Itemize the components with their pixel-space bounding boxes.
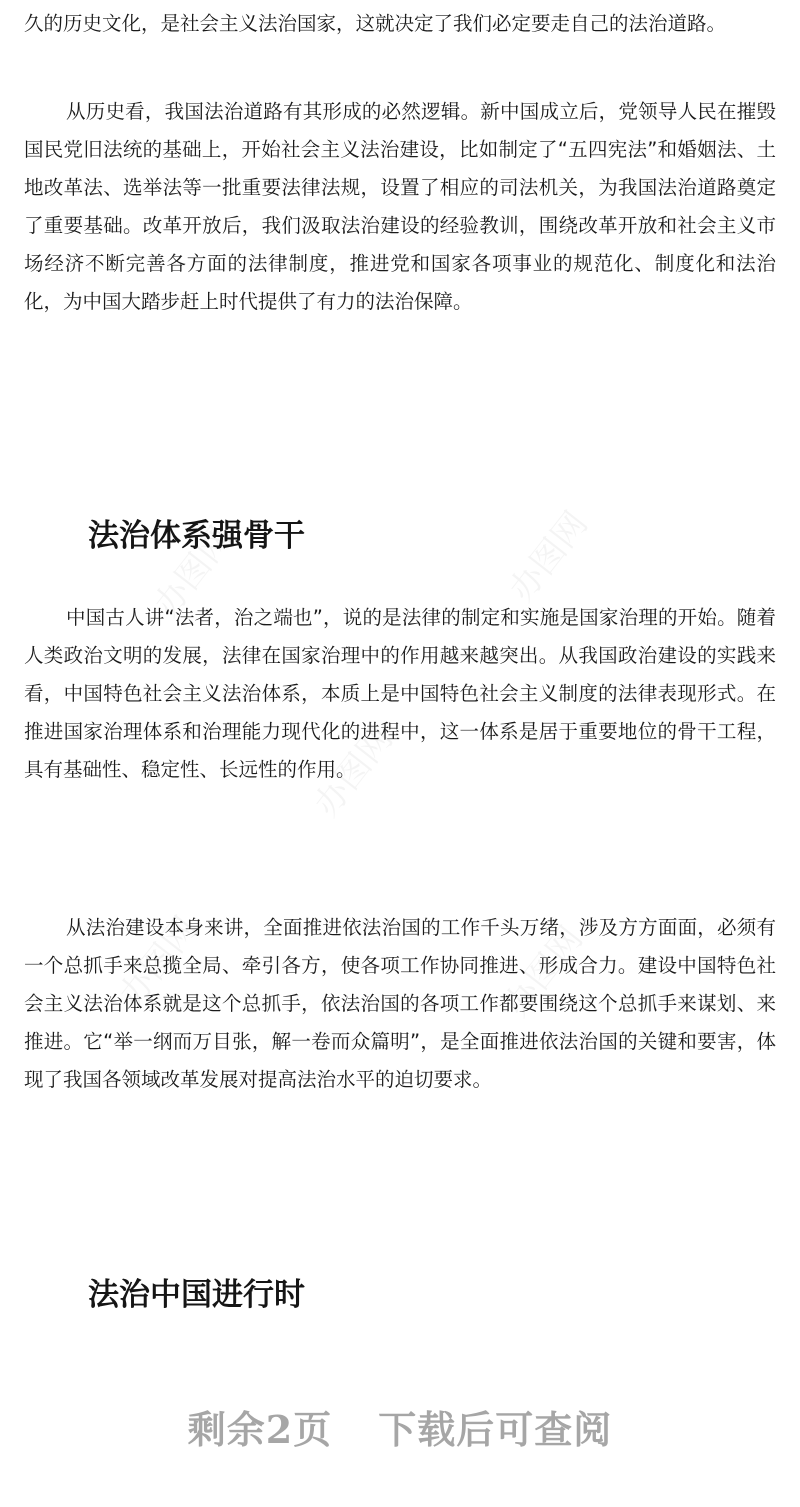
paragraph-history: 从历史看，我国法治道路有其形成的必然逻辑。新中国成立后，党领导人民在摧毁国民党旧法统的基础上，开始社会主义法治建设，比如制定了“五四宪法”和婚姻法、土地改革法、选举法等一批重要法律法规，设置了相应的司法机关，为我国法治道路奠定了重要基础。改革开放后，我们汲取法治建设的经验教训，围绕改革开放和社会主义市场经济不断完善各方面的法律制度，推进党和国家各项事业的规范化、制度化和法治化，为中国大踏步赶上时代提供了有力的法治保障。 <box>24 100 776 313</box>
paragraph-construction: 从法治建设本身来讲，全面推进依法治国的工作千头万绪，涉及方方面面，必须有一个总抓手来总揽全局、牵引各方，使各项工作协同推进、形成合力。建设中国特色社会主义法治体系就是这个总抓手，依法治国的各项工作都要围绕这个总抓手来谋划、来推进。它“举一纲而万目张，解一卷而众篇明”，是全面推进依法治国的关键和要害，体现了我国各领域改革发展对提高法治水平的迫切要求。 <box>24 916 776 1091</box>
section-heading-law-system: 法治体系强骨干 <box>88 518 305 554</box>
paragraph-ancient-saying: 中国古人讲“法者，治之端也”，说的是法律的制定和实施是国家治理的开始。随着人类政治文明的发展，法律在国家治理中的作用越来越突出。从我国政治建设的实践来看，中国特色社会主义法治体系，本质上是中国特色社会主义制度的法律表现形式。在推进国家治理体系和治理能力现代化的进程中，这一体系是居于重要地位的骨干工程，具有基础性、稳定性、长远性的作用。 <box>24 606 776 781</box>
download-hint-label: 下载后可查阅 <box>378 1407 613 1452</box>
section-heading-law-china: 法治中国进行时 <box>88 1277 305 1313</box>
download-remaining-notice[interactable] <box>0 1402 800 1458</box>
intro-paragraph-tail: 久的历史文化，是社会主义法治国家，这就决定了我们必定要走自己的法治道路。 <box>24 12 727 35</box>
watermark-text <box>495 499 596 610</box>
remaining-pages-label: 剩余2页 <box>187 1407 333 1452</box>
